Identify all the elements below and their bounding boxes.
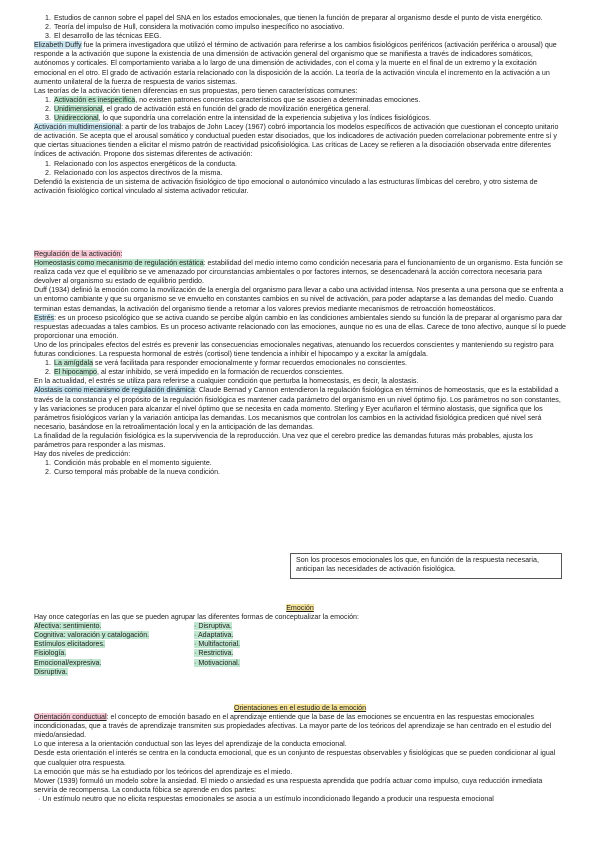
categories-grid [34, 622, 566, 684]
list-item: Emocional/expresiva. [34, 658, 102, 667]
list-item: 1. Estudios de cannon sobre el papel del SNA en los estados emocionales, que tienen la función de preparar al organismo desde el punto de vista energético. [45, 14, 543, 22]
list-item: · Motivacional. [194, 658, 240, 667]
levels-list [34, 459, 284, 477]
emotion-section [34, 604, 566, 684]
regulation-section [34, 250, 566, 477]
list-item: 3. El desarrollo de las técnicas EEG. [45, 32, 162, 41]
list-item: 2. Teoría del impulso de Hull, considera la motivación como impulso inespecífico no asociativo. [45, 23, 345, 32]
list-item: · Multifactorial. [194, 640, 241, 649]
list-item: · Restrictiva. [194, 649, 234, 658]
lacey-list [34, 160, 566, 178]
final-paragraph: La finalidad de la regulación fisiológica es la supervivencia de la reproducción. Una vez que el cerebro predice las demandas futuras más probables, ajusta los parámetros para responder a las mismas. [34, 431, 533, 449]
duff-paragraph: Duff (1934) definió la emoción como la movilización de la energía del organismo para llevar a cabo una actividad intensa. Nos presenta a una persona que se enfrenta a un entorno cambiante y que su organismo se ve envuelto en constantes cambios en su nivel de activación, para poder adaptarse a las demandas del medio. Cuando terminan estas demandas, la activación del organismo tiende a retornar a los valores previos mediante mecanismos de retroacción homeostáticos. [34, 286, 564, 313]
homeostasis-paragraph: Homeostasis como mecanismo de regulación estática: estabilidad del medio interno como condición necesaria para el funcionamiento de un organismo. Esta función se realiza cada vez que el equilibrio se ve amenazado por circunstancias ambientales o por factores internos, se desencadenará la acción correctora necesaria para devolver al organismo su estado de equilibrio perdido. [34, 259, 563, 286]
list-item: · Adaptativa. [194, 631, 234, 640]
defend-paragraph: Defendió la existencia de un sistema de activación fisiológico de tipo emocional o autonómico vinculado a las estructuras límbicas del cerebro, y otro sistema de activación fisiológico cortical vinculado al sistema activador reticular. [34, 177, 538, 195]
list-item: · Disruptiva. [194, 622, 232, 631]
conductual-line: Mower (1939) formuló un modelo sobre la ansiedad. El miedo o ansiedad es una respuesta aprendida que podría actuar como impulso, cuya reducción inmediata serviría de recompensa. La conducta fóbica se aprende en dos partes: [34, 776, 543, 794]
list-item: 3. Unidireccional, lo que supondría una correlación entre la intensidad de la experiencia subjetiva y los índices fisiológicos. [45, 114, 431, 123]
list-item: Estímulos elicitadores. [34, 640, 105, 649]
conductual-line: · Un estímulo neutro que no elicita respuestas emocionales se asocia a un estímulo incondicionado llegando a producir una respuesta emocional [38, 794, 494, 803]
conductual-paragraph: Orientación conductual: el concepto de emoción basado en el aprendizaje entiende que la base de las emociones se encuentra en las respuestas emocionales incondicionadas, que a través de aprendizaje transmiten sus propiedades afectivas. La mayor parte de los teóricos del aprendizaje se han centrado en el estudio del miedo/ansiedad. [34, 713, 552, 740]
alostasis-paragraph: Alostasis como mecanismo de regulación dinámica: Claude Bernad y Cannon entendieron la regulación fisiológica en términos de homeostasis, que es la estabilidad a través de la constancia y el propósito de la regulación fisiológica es mantener cada parámetro del organismo en un nivel óptimo fijo. Los parámetros no son constantes, y las variaciones se producen para alcanzar el nivel óptimo que se necesita en cada momento. Sterling y Eyer acuñaron el término alostasis, que significa que los parámetros fisiológicos varían y la variación anticipa las demandas. Los mecanismos que controlan los cambios en la actividad fisiológica predicen qué nivel será necesario, basándose en la retroalimentación local y en la anticipación de las demandas. [34, 386, 561, 431]
categories-right [194, 622, 240, 667]
duffy-name: Elizabeth Duffy [34, 41, 82, 50]
multi-paragraph: Activación multidimensional: a partir de los trabajos de John Lacey (1967) cobró importancia los modelos específicos de activación que cuestionan el concepto unitario de activación. Se acepta que el arousal somático y conductual pueden estar disociados, que los indicadores de activación pueden correlacionar pobremente entre sí y que ciertas situaciones tienden a elicitar el mismo patrón de reactividad psicofisiológica. Las críticas de Lacey se refieren a la disociación observada entre diferentes índices de activación. Propone dos sistemas diferentes de activación: [34, 123, 559, 159]
intro-section [34, 14, 566, 196]
stress-paragraph: Estrés: es un proceso psicológico que se activa cuando se percibe algún cambio en las condiciones ambientales siendo su función la de preparar al organismo para dar respuestas adecuadas a tales cambios. Es un proceso activante relacionado con las emociones, aunque no es una de ellas. Carece de tono afectivo, aunque sí lo puede proporcionar una emoción. [34, 313, 566, 340]
list-item: Fisiología. [34, 649, 67, 658]
conductual-line: Desde esta orientación el interés se centra en la conducta emocional, que es un conjunto de respuestas observables y fisiológicas que se pueden condicionar al igual que cualquier otra respuesta. [34, 749, 556, 767]
list-item: 2. Unidimensional, el grado de activación está en función del grado de movilización energética general. [45, 104, 371, 113]
actual-paragraph: En la actualidad, el estrés se utiliza para referirse a cualquier condición que perturba la homeostasis, es decir, la alostasis. [34, 377, 419, 386]
list-item: Afectiva: sentimiento. [34, 622, 102, 631]
list-item: 1. Activación es inespecífica, no existen patrones concretos característicos que se asocien a determinadas emociones. [45, 95, 421, 104]
list-item: Disruptiva. [34, 667, 68, 676]
list-item: 1. Condición más probable en el momento siguiente. [45, 459, 212, 468]
list-item: Cognitiva: valoración y catalogación. [34, 631, 150, 640]
duffy-paragraph: Elizabeth Duffy fue la primera investigadora que utilizó el término de activación para referirse a los cambios fisiológicos periféricos (activación periférica o arousal) que responde a la activación que supone la existencia de una dimensión de activación general del organismo que se manifiesta a través de indicadores somáticos, autónomos y corticales. El comportamiento variaba a lo largo de una dimensión de actividades, con el coma y la muerte en el final de un extremo y la excitación emocional en el otro. El grado de activación estaría relacionado con la disposición de la acción. La teoría de la activación vincula el incremento en la activación a un aumento unilateral de la fuerza de respuesta de varios sistemas. [34, 41, 557, 86]
stress-list [34, 359, 566, 377]
list-item: 1. La amígdala se verá facilitada para responder emocionalmente y formar recuerdos emocionales no conscientes. [45, 359, 407, 368]
conductual-line: Lo que interesa a la orientación conductual son las leyes del aprendizaje de la conducta emocional. [34, 740, 347, 749]
conductual-line: La emoción que más se ha estudiado por los teóricos del aprendizaje es el miedo. [34, 767, 293, 776]
section-heading: Emoción [286, 604, 314, 612]
theories-intro: Las teorías de la activación tienen diferencias en sus propuestas, pero tienen características comunes: [34, 86, 358, 95]
section-heading: Orientaciones en el estudio de la emoción [233, 704, 367, 712]
common-list [34, 96, 566, 123]
list-item: 2. Relacionado con los aspectos directivos de la misma. [45, 168, 223, 177]
orientation-section [34, 704, 566, 804]
intro-list [34, 14, 566, 41]
emotion-intro: Hay once categorías en las que se pueden agrupar las diferentes formas de conceptualizar la emoción: [34, 613, 359, 622]
callout-box: Son los procesos emocionales los que, en función de la respuesta necesaria, anticipan las necesidades de activación fisiológica. [290, 553, 562, 579]
categories-left [34, 622, 149, 677]
list-item: 2. Curso temporal más probable de la nueva condición. [45, 468, 221, 477]
stress2-paragraph: Uno de los principales efectos del estrés es prevenir las consecuencias emocionales negativas, atenuando los recuerdos conscientes y manteniendo su registro para futuras condiciones. La respuesta hormonal de estrés (cortisol) tiene tendencia a inhibir el hipocampo y a excitar la amígdala. [34, 340, 554, 359]
section-heading: Regulación de la activación: [34, 250, 123, 258]
levels-intro: Hay dos niveles de predicción: [34, 450, 131, 459]
list-item: 2. El hipocampo, al estar inhibido, se verá impedido en la formación de recuerdos conscientes. [45, 368, 344, 377]
list-item: 1. Relacionado con los aspectos energéticos de la conducta. [45, 159, 237, 168]
